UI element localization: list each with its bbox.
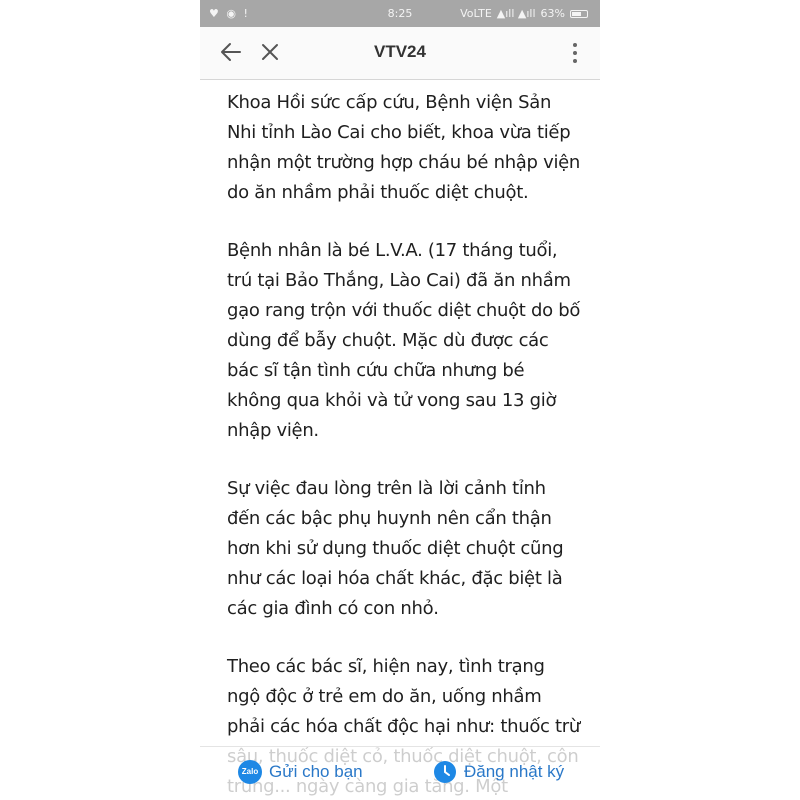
battery-fill xyxy=(572,12,581,16)
share-button-label: Gửi cho bạn xyxy=(269,762,363,781)
battery-icon xyxy=(570,10,588,18)
notification-icons: ♥ ◉ ! xyxy=(209,7,250,20)
share-zalo-button[interactable] xyxy=(238,760,363,784)
status-bar xyxy=(200,0,600,27)
article-paragraph-1: Khoa Hồi sức cấp cứu, Bệnh viện Sản Nhi tỉnh Lào Cai cho biết, khoa vừa tiếp nhận một trường hợp cháu bé nhập viện do ăn nhầm phải thuốc diệt chuột. xyxy=(227,92,581,203)
article-paragraph-3: Sự việc đau lòng trên là lời cảnh tỉnh đến các bậc phụ huynh nên cẩn thận hơn khi sử dụng thuốc diệt chuột cũng như các loại hóa chất khác, đặc biệt là các gia đình có con nhỏ. xyxy=(227,478,564,619)
phone-screen xyxy=(200,0,600,800)
article-paragraph-2: Bệnh nhân là bé L.V.A. (17 tháng tuổi, trú tại Bảo Thắng, Lào Cai) đã ăn nhầm gạo rang trộn với thuốc diệt chuột do bố dùng để bẫy chuột. Mặc dù được các bác sĩ tận tình cứu chữa nhưng bé không qua khỏi và tử vong sau 13 giờ nhập viện. xyxy=(227,240,581,441)
network-label: VoLTE xyxy=(460,7,492,20)
bottom-action-bar xyxy=(200,746,600,800)
status-time: 8:25 xyxy=(387,7,413,20)
diary-button[interactable] xyxy=(433,760,564,784)
app-toolbar xyxy=(200,27,600,80)
clock-icon xyxy=(433,760,457,784)
article-body xyxy=(227,88,582,800)
page-title: VTV24 xyxy=(374,42,426,61)
diary-button-label: Đăng nhật ký xyxy=(464,762,565,781)
more-options-icon[interactable] xyxy=(564,40,586,66)
signal-icon: ▲ıll ▲ıll xyxy=(496,7,536,20)
zalo-icon: Zalo xyxy=(238,760,262,784)
status-right-group xyxy=(460,0,588,27)
battery-percent: 63% xyxy=(540,7,565,20)
article-paragraph-4: Theo các bác sĩ, hiện nay, tình trạng ngộ độc ở trẻ em do ăn, uống nhầm phải các hóa chất độc hại như: thuốc trừ xyxy=(227,656,581,737)
